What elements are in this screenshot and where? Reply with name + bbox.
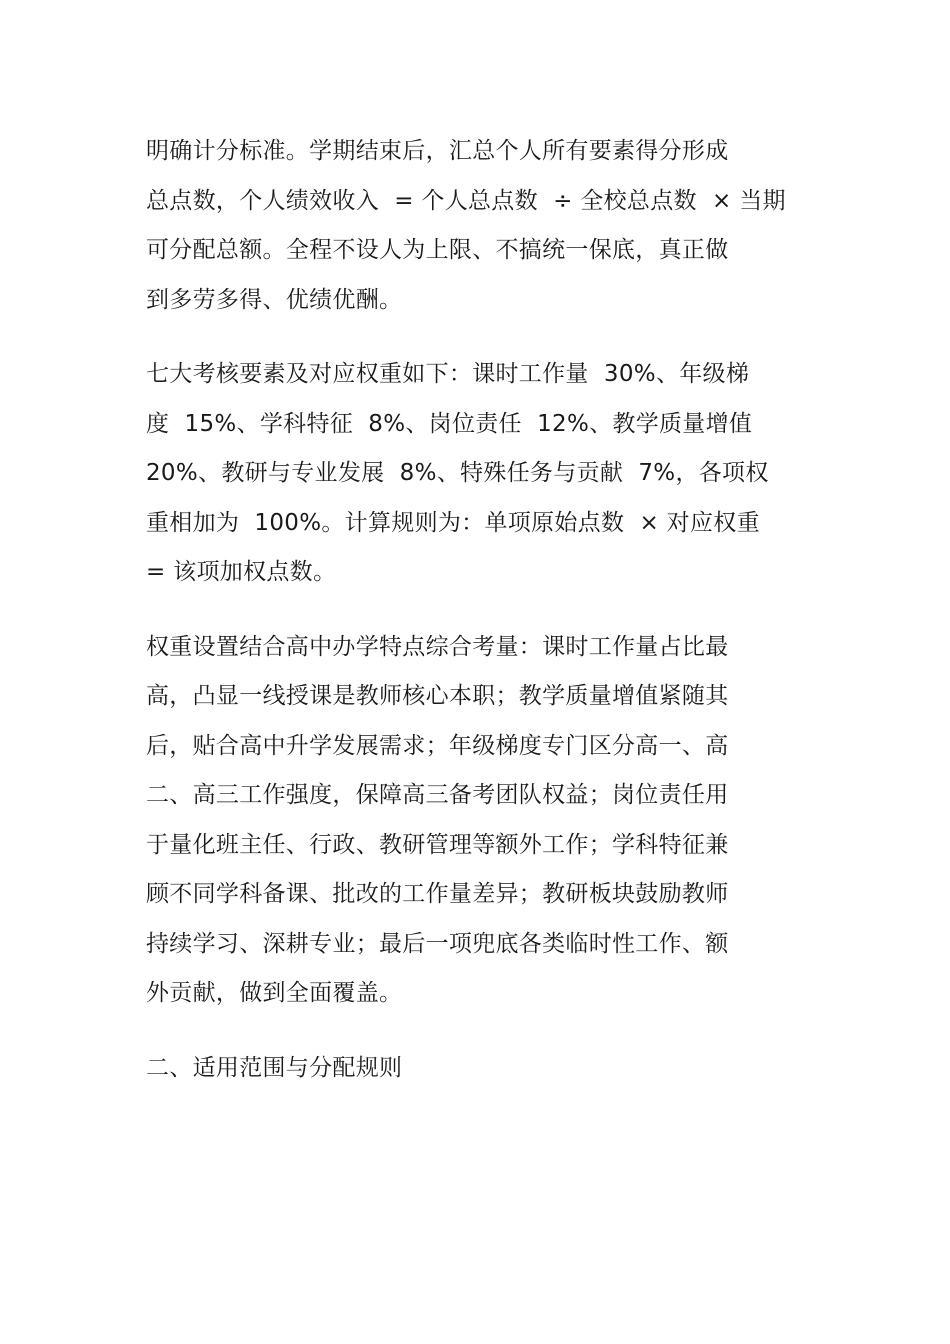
text-line: 20%、教研与专业发展 8%、特殊任务与贡献 7%，各项权 (146, 460, 769, 486)
text-line: 重相加为 100%。计算规则为：单项原始点数 × 对应权重 (146, 509, 760, 536)
section-heading (146, 1044, 806, 1094)
text-line: 权重设置结合高中办学特点综合考量：课时工作量占比最 (146, 633, 729, 660)
text-line: 顾不同学科备课、批改的工作量差异；教研板块鼓励教师 (146, 881, 729, 907)
text-line: 可分配总额。全程不设人为上限、不搞统一保底，真正做 (146, 237, 729, 263)
text-line: 持续学习、深耕专业；最后一项兜底各类临时性工作、额 (146, 930, 729, 957)
text-line: 后，贴合高中升学发展需求；年级梯度专门区分高一、高 (146, 732, 729, 759)
text-line: 于量化班主任、行政、教研管理等额外工作；学科特征兼 (146, 831, 729, 858)
text-line: 度 15%、学科特征 8%、岗位责任 12%、教学质量增值 (146, 410, 753, 437)
paragraph-scoring-standard (146, 127, 806, 325)
text-line: 明确计分标准。学期结束后，汇总个人所有要素得分形成 (146, 138, 729, 164)
text-line: 七大考核要素及对应权重如下：课时工作量 30%、年级梯 (146, 361, 750, 387)
document-body (146, 127, 806, 1118)
section-heading-text: 二、适用范围与分配规则 (146, 1054, 403, 1081)
text-line: 二、高三工作强度，保障高三备考团队权益；岗位责任用 (146, 782, 729, 808)
text-line: 总点数，个人绩效收入 = 个人总点数 ÷ 全校总点数 × 当期 (146, 187, 786, 214)
paragraph-weights (146, 350, 806, 598)
text-line: = 该项加权点数。 (146, 559, 337, 585)
paragraph-weight-rationale (146, 623, 806, 1019)
text-line: 外贡献，做到全面覆盖。 (146, 980, 403, 1006)
text-line: 高，凸显一线授课是教师核心本职；教学质量增值紧随其 (146, 683, 729, 709)
text-line: 到多劳多得、优绩优酬。 (146, 286, 403, 313)
